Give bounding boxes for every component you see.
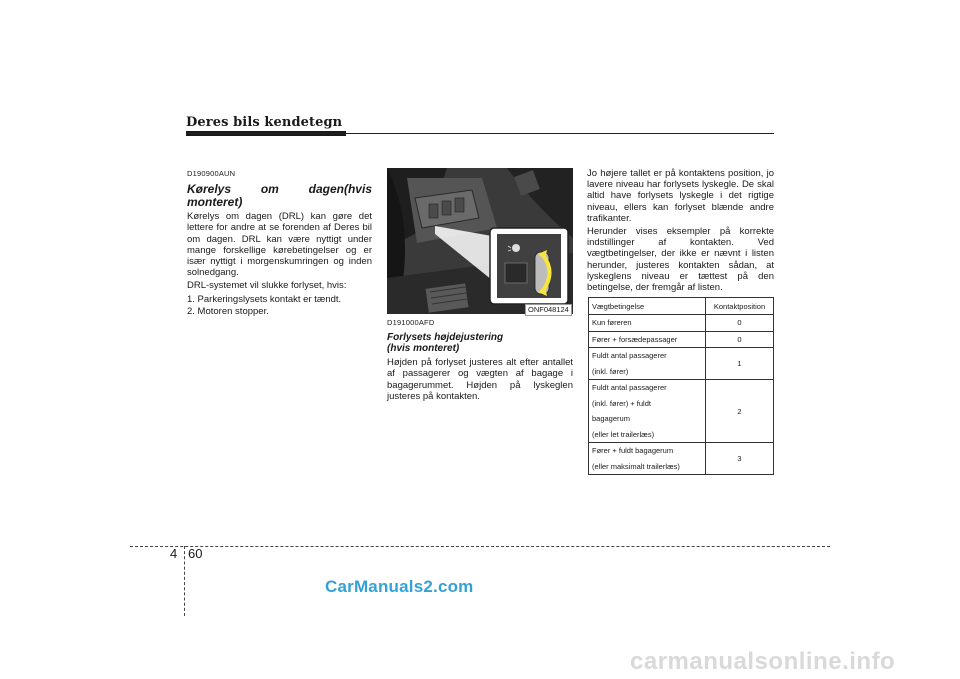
table-cell-value: 0 bbox=[706, 331, 774, 348]
section-code: D191000AFD bbox=[387, 318, 435, 327]
paragraph: DRL-systemet vil slukke forlyset, hvis: bbox=[187, 280, 347, 292]
paragraph: Jo højere tallet er på kontaktens position, jo lavere niveau har forlysets lyskegle. De skal altid have forlysets lyskegle i det rigtige niveau, ellers kan forlyset blænde andre trafikanter. bbox=[587, 168, 774, 224]
table-cell-value: 1 bbox=[706, 348, 774, 380]
table-cell-line: (inkl. fører) + fuldt bbox=[592, 398, 651, 408]
image-caption: ONF048124 bbox=[525, 304, 572, 316]
list-item: 2. Motoren stopper. bbox=[187, 305, 269, 317]
table-cell-line: (inkl. fører) bbox=[592, 366, 629, 376]
headlight-switch-photo bbox=[387, 168, 573, 314]
page-header-title: Deres bils kendetegn bbox=[186, 115, 343, 130]
watermark-text: carmanualsonline.info bbox=[630, 648, 896, 675]
section-heading-sub: (hvis monteret) bbox=[387, 343, 460, 355]
table-row bbox=[589, 380, 774, 443]
table-cell-line: Fuldt antal passagerer bbox=[592, 383, 667, 392]
table-cell-line: Kun føreren bbox=[592, 318, 632, 327]
table-row bbox=[589, 315, 774, 332]
section-heading: Kørelys om dagen(hvis monteret) bbox=[187, 182, 372, 210]
table-row bbox=[589, 331, 774, 348]
section-headlight-leveling bbox=[387, 317, 573, 404]
load-condition-table bbox=[588, 297, 774, 475]
section-switch-position bbox=[587, 168, 774, 295]
table-cell-line: Fører + fuldt bagagerum bbox=[592, 446, 674, 455]
table-header-row bbox=[589, 298, 774, 315]
footer-divider bbox=[130, 546, 830, 547]
paragraph: Herunder vises eksempler på korrekte indstillinger af kontakten. Ved vægtbetingelser, der ikke er nævnt i listen herunder, justeres kontakten sådan, at lyskeglens niveau er tættest på den betingelse, der fremgår af listen. bbox=[587, 226, 774, 294]
section-drl bbox=[187, 168, 372, 318]
table-header-cell: Vægtbetingelse bbox=[589, 298, 706, 315]
table-cell-line: bagagerum bbox=[592, 414, 630, 423]
table-row bbox=[589, 348, 774, 380]
table-cell-line: (eller maksimalt trailerlæs) bbox=[592, 461, 680, 471]
watermark-link[interactable]: CarManuals2.com bbox=[325, 577, 474, 596]
paragraph: Kørelys om dagen (DRL) kan gøre det lettere for andre at se forenden af Deres bil om dagen. DRL kan være nyttigt under mange forskellige kørebetingelser og er især nyttigt i morgenskumringen og inden solnedgang. bbox=[187, 211, 372, 279]
table-cell-line: Fører + forsædepassager bbox=[592, 334, 678, 344]
table-cell-value: 0 bbox=[706, 315, 774, 332]
section-heading: Forlysets højdejustering bbox=[387, 332, 504, 344]
paragraph: Højden på forlyset justeres alt efter antallet af passagerer og vægten af bagage i bagagerummet. Højden på lyskeglen justeres på kontakten. bbox=[387, 357, 573, 402]
table-row bbox=[589, 443, 774, 475]
section-code: D190900AUN bbox=[187, 169, 236, 178]
table-cell-value: 3 bbox=[706, 443, 774, 475]
header-rule bbox=[186, 133, 774, 134]
table-cell-line: (eller let trailerlæs) bbox=[592, 429, 655, 439]
table-cell-value: 2 bbox=[706, 380, 774, 443]
chapter-number: 4 bbox=[170, 546, 178, 561]
list-item: 1. Parkeringslysets kontakt er tændt. bbox=[187, 293, 342, 305]
page-number: 60 bbox=[188, 546, 203, 561]
table-cell-line: Fuldt antal passagerer bbox=[592, 351, 667, 360]
table-header-cell: Kontaktposition bbox=[706, 298, 774, 315]
footer-vertical-divider bbox=[184, 546, 185, 616]
